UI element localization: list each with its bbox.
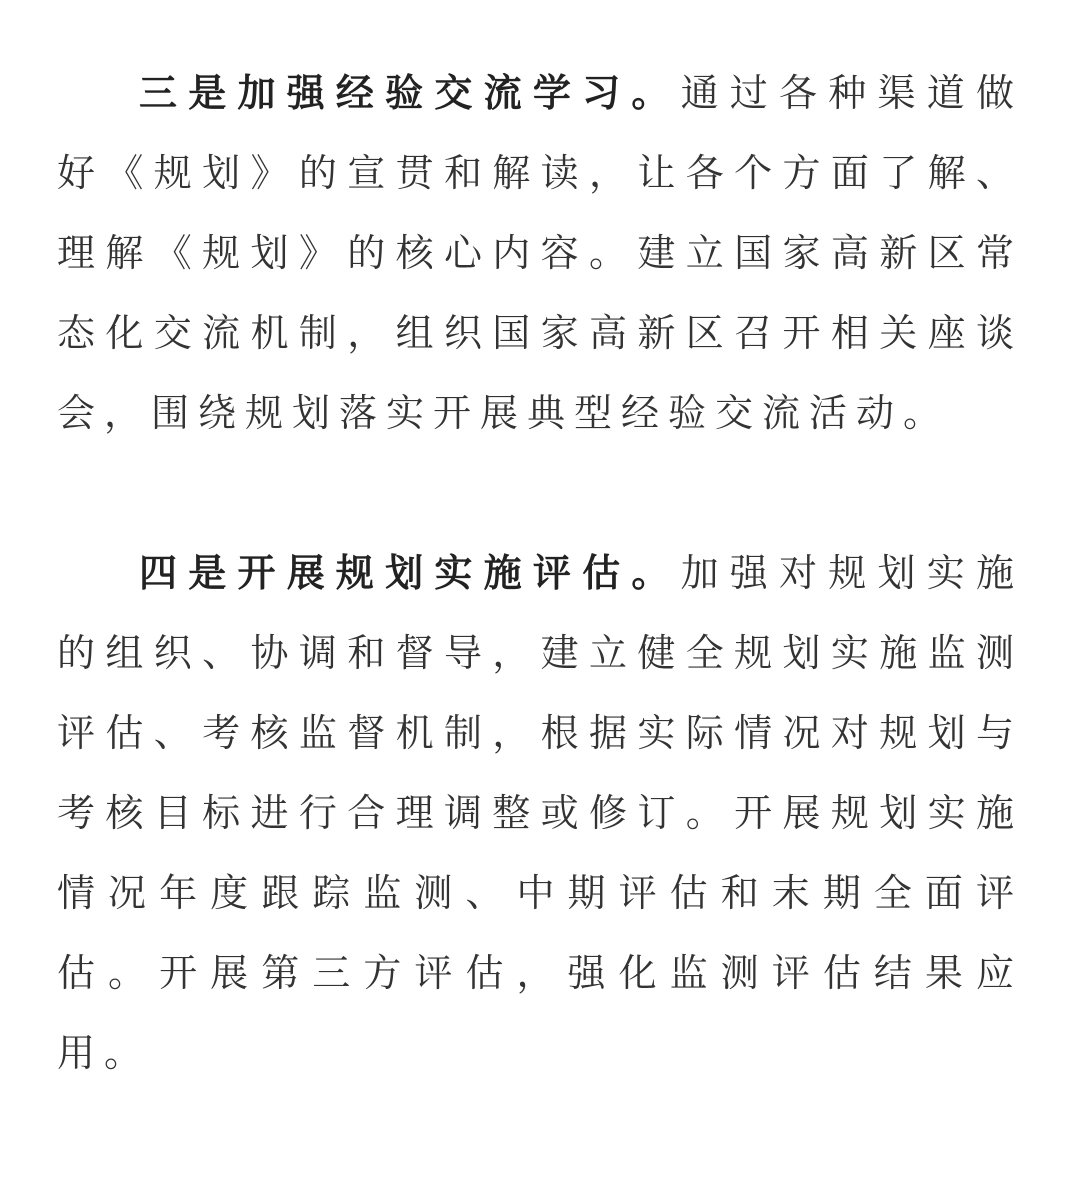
paragraph-implementation-evaluation <box>57 533 1023 1093</box>
paragraph-text: 通过各种渠道做 <box>680 71 1023 115</box>
paragraph-line <box>57 533 1023 613</box>
paragraph-line: 用。 <box>57 1031 152 1075</box>
paragraph-lead: 三是加强经验交流学习。 <box>139 71 681 115</box>
paragraph-line: 的组织、协调和督导，建立健全规划实施监测 <box>57 631 1023 675</box>
paragraph-line: 考核目标进行合理调整或修订。开展规划实施 <box>57 791 1023 835</box>
paragraph-text: 加强对规划实施 <box>680 551 1023 595</box>
paragraph-line: 态化交流机制，组织国家高新区召开相关座谈 <box>57 311 1023 355</box>
paragraph-line: 评估、考核监督机制，根据实际情况对规划与 <box>57 711 1023 755</box>
paragraph-lead: 四是开展规划实施评估。 <box>139 551 681 595</box>
paragraph-line: 情况年度跟踪监测、中期评估和末期全面评 <box>57 871 1023 915</box>
paragraph-line <box>57 53 1023 133</box>
paragraph-line: 估。开展第三方评估，强化监测评估结果应 <box>57 951 1023 995</box>
paragraph-line: 会，围绕规划落实开展典型经验交流活动。 <box>57 391 951 435</box>
paragraph-line: 好《规划》的宣贯和解读，让各个方面了解、 <box>57 151 1023 195</box>
paragraph-line: 理解《规划》的核心内容。建立国家高新区常 <box>57 231 1023 275</box>
paragraph-exchange-learning <box>57 53 1023 453</box>
